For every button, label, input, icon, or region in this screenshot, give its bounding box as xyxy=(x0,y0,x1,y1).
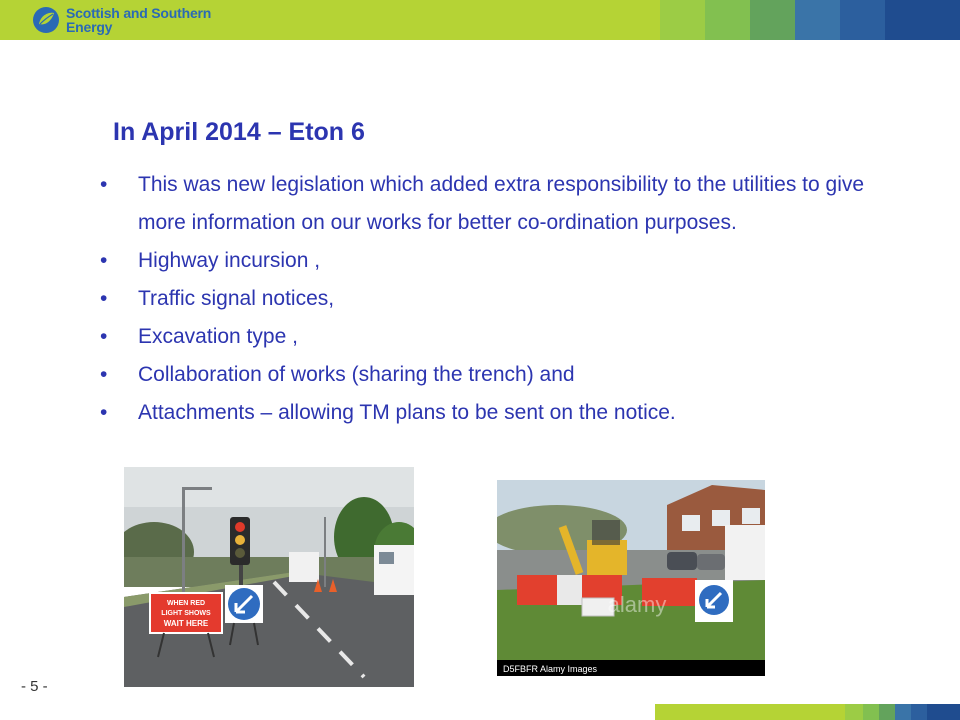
roadworks-photo-right xyxy=(497,480,765,676)
bullet-text: Highway incursion , xyxy=(138,249,321,272)
sign-text-line-2: LIGHT SHOWS xyxy=(161,610,211,617)
bullet-item xyxy=(98,356,878,394)
sign-text-line-1: WHEN RED xyxy=(166,600,206,607)
footer-band-lime xyxy=(655,704,845,720)
bullet-marker: • xyxy=(100,249,108,272)
bullet-item xyxy=(98,242,878,280)
photo-caption: D5FBFR Alamy Images xyxy=(503,664,598,674)
header-band-blue-3 xyxy=(885,0,960,40)
bullet-marker: • xyxy=(100,401,108,424)
bullet-item xyxy=(98,318,878,356)
footer-band-green-2 xyxy=(863,704,879,720)
slide-title: In April 2014 – Eton 6 xyxy=(113,118,365,146)
bullet-text: Attachments – allowing TM plans to be sent on the notice. xyxy=(138,401,676,424)
bullet-marker: • xyxy=(100,287,108,310)
header-band-blue-1 xyxy=(795,0,840,40)
footer-band-green-1 xyxy=(845,704,863,720)
logo-wordmark xyxy=(66,6,211,34)
bullet-item xyxy=(98,394,878,432)
bullet-marker: • xyxy=(100,363,108,386)
logo-line-1: Scottish and Southern xyxy=(66,5,212,21)
header-band-green-1 xyxy=(660,0,705,40)
page-number: - 5 - xyxy=(21,678,48,695)
footer-band-green-3 xyxy=(879,704,895,720)
header-band-blue-2 xyxy=(840,0,885,40)
bullet-text: Excavation type , xyxy=(138,325,298,348)
bullet-marker: • xyxy=(100,325,108,348)
header-band-green-3 xyxy=(750,0,795,40)
header-band-green-2 xyxy=(705,0,750,40)
logo-line-2: Energy xyxy=(66,19,113,35)
company-logo xyxy=(32,3,211,37)
footer-band-blue-2 xyxy=(911,704,927,720)
footer-band-blue-1 xyxy=(895,704,911,720)
footer-band-blue-3 xyxy=(927,704,960,720)
bullet-item xyxy=(98,166,878,242)
roadworks-photo-left xyxy=(124,467,414,687)
bullet-text: Collaboration of works (sharing the trench) and xyxy=(138,363,575,386)
bullet-marker: • xyxy=(100,173,108,196)
bullet-text: This was new legislation which added extra responsibility to the utilities to give more information on our works for better co-ordination purposes. xyxy=(138,173,865,234)
leaf-logo-icon xyxy=(32,6,60,34)
header-bar xyxy=(0,0,960,40)
bullet-item xyxy=(98,280,878,318)
sign-text-line-3: WAIT HERE xyxy=(163,619,209,628)
bullet-list xyxy=(98,166,878,432)
bullet-text: Traffic signal notices, xyxy=(138,287,335,310)
alamy-watermark: alamy xyxy=(607,592,667,617)
